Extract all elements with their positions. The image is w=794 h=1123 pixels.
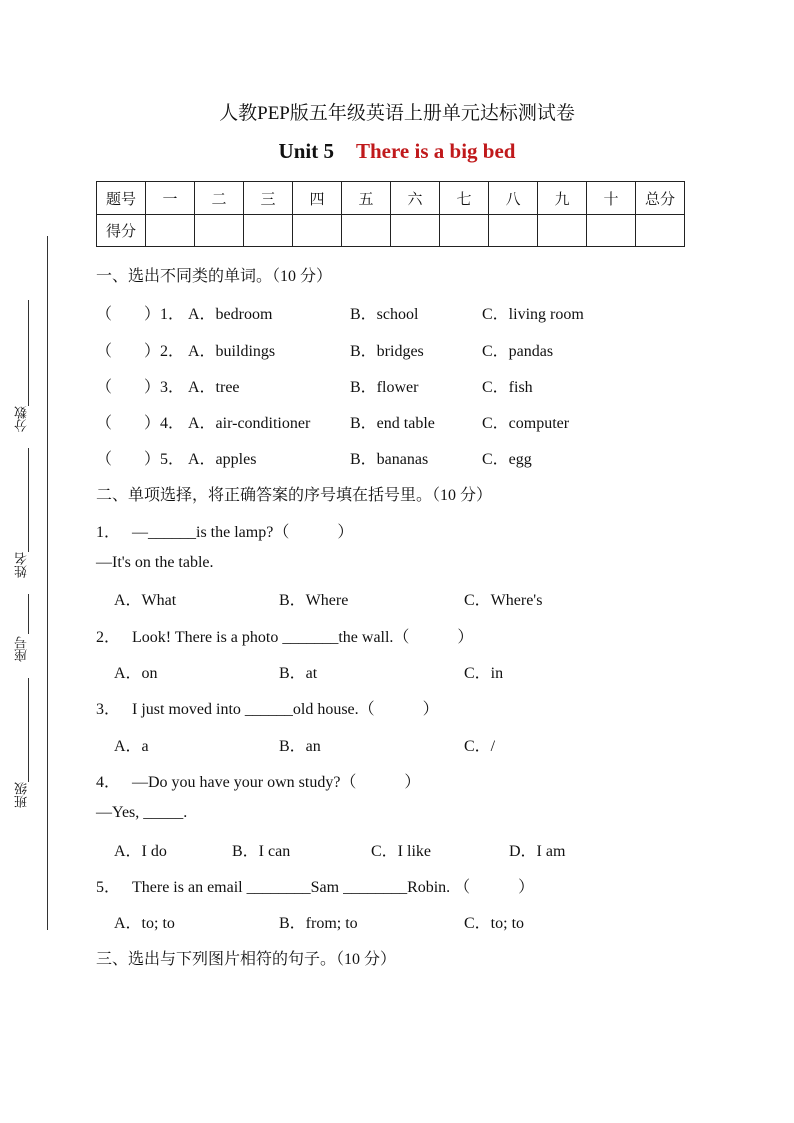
- exam-title: 人教PEP版五年级英语上册单元达标测试卷: [219, 103, 575, 124]
- answer-paren[interactable]: （ ）: [96, 306, 161, 323]
- score-table-cell: 六: [391, 182, 440, 215]
- question-text: I just moved into ______old house.（ ）: [132, 701, 439, 718]
- question-reply: —It's on the table.: [96, 554, 214, 571]
- score-table-cell: 得分: [97, 215, 146, 247]
- score-blank-cell[interactable]: [440, 215, 489, 247]
- option-a: A．I do: [114, 843, 167, 860]
- side-class-label: 班级: [14, 782, 29, 808]
- score-blank-cell[interactable]: [195, 215, 244, 247]
- unit-topic: There is a big bed: [355, 139, 516, 163]
- option-a: A．tree: [188, 379, 240, 396]
- option-c: C．egg: [482, 451, 532, 468]
- option-c: C．computer: [482, 415, 570, 432]
- option-c: C．to; to: [464, 915, 525, 932]
- seat-write-line[interactable]: [28, 594, 29, 634]
- score-blank-cell[interactable]: [587, 215, 636, 247]
- section1-heading: 一、选出不同类的单词。（10 分）: [96, 268, 333, 285]
- side-seat-label: 座号: [14, 636, 29, 662]
- question-number: 1．: [96, 524, 121, 541]
- score-table-cell: 八: [489, 182, 538, 215]
- score-blank-cell[interactable]: [293, 215, 342, 247]
- score-write-line[interactable]: [28, 300, 29, 406]
- option-b: B．from; to: [279, 915, 358, 932]
- score-table-cell: 三: [244, 182, 293, 215]
- option-a: A．buildings: [188, 343, 276, 360]
- question-text: Look! There is a photo _______the wall.（ ）: [132, 629, 474, 646]
- question-number: 5．: [96, 879, 121, 896]
- question-text: —______is the lamp?（ ）: [132, 524, 354, 541]
- score-blank-cell[interactable]: [244, 215, 293, 247]
- score-table-cell: 九: [538, 182, 587, 215]
- option-a: A．on: [114, 665, 158, 682]
- answer-paren[interactable]: （ ）: [96, 451, 161, 468]
- option-a: A．air-conditioner: [188, 415, 311, 432]
- item-number: 5．: [160, 451, 185, 468]
- option-c: C．in: [464, 665, 504, 682]
- option-c: C．I like: [371, 843, 431, 860]
- option-b: B．I can: [232, 843, 291, 860]
- score-table-cell: 五: [342, 182, 391, 215]
- question-reply: —Yes, _____.: [96, 804, 188, 821]
- option-a: A．bedroom: [188, 306, 273, 323]
- option-d: D．I am: [509, 843, 566, 860]
- option-b: B．Where: [279, 592, 349, 609]
- score-table-score-row: [97, 215, 685, 247]
- answer-paren[interactable]: （ ）: [96, 379, 161, 396]
- question-number: 3．: [96, 701, 121, 718]
- score-table-cell: 总分: [636, 182, 685, 215]
- side-name-label: 姓名: [14, 552, 29, 578]
- question-text: There is an email ________Sam ________Robin. （ ）: [132, 879, 535, 896]
- option-b: B．school: [350, 306, 419, 323]
- score-blank-cell[interactable]: [391, 215, 440, 247]
- option-a: A．to; to: [114, 915, 175, 932]
- section2-heading: 二、单项选择，将正确答案的序号填在括号里。（10 分）: [96, 487, 493, 504]
- unit-heading: [0, 139, 794, 164]
- item-number: 2．: [160, 343, 185, 360]
- class-write-line[interactable]: [28, 678, 29, 782]
- option-b: B．end table: [350, 415, 435, 432]
- option-b: B．bridges: [350, 343, 424, 360]
- unit-label: Unit 5: [278, 139, 334, 163]
- option-a: A．a: [114, 738, 149, 755]
- section3-heading: 三、选出与下列图片相符的句子。（10 分）: [96, 951, 397, 968]
- score-blank-cell[interactable]: [342, 215, 391, 247]
- score-table-cell: 一: [146, 182, 195, 215]
- option-a: A．What: [114, 592, 177, 609]
- score-table-cell: 七: [440, 182, 489, 215]
- score-blank-cell[interactable]: [146, 215, 195, 247]
- score-blank-cell[interactable]: [489, 215, 538, 247]
- score-table-cell: 题号: [97, 182, 146, 215]
- option-b: B．bananas: [350, 451, 429, 468]
- side-score-label: 分数: [14, 406, 29, 432]
- option-b: B．at: [279, 665, 318, 682]
- question-number: 4．: [96, 774, 121, 791]
- answer-paren[interactable]: （ ）: [96, 415, 161, 432]
- score-table: [96, 181, 685, 247]
- option-b: B．flower: [350, 379, 419, 396]
- score-blank-cell[interactable]: [538, 215, 587, 247]
- score-table-header-row: [97, 182, 685, 215]
- binding-line: [47, 236, 48, 930]
- option-c: C．fish: [482, 379, 533, 396]
- score-table-cell: 十: [587, 182, 636, 215]
- question-text: —Do you have your own study?（ ）: [132, 774, 421, 791]
- name-write-line[interactable]: [28, 448, 29, 552]
- score-table-cell: 四: [293, 182, 342, 215]
- question-number: 2．: [96, 629, 121, 646]
- item-number: 1．: [160, 306, 185, 323]
- option-c: C．Where's: [464, 592, 543, 609]
- score-table-cell: 二: [195, 182, 244, 215]
- option-a: A．apples: [188, 451, 257, 468]
- option-c: C．/: [464, 738, 496, 755]
- score-blank-cell[interactable]: [636, 215, 685, 247]
- option-b: B．an: [279, 738, 321, 755]
- answer-paren[interactable]: （ ）: [96, 343, 161, 360]
- option-c: C．living room: [482, 306, 584, 323]
- item-number: 3．: [160, 379, 185, 396]
- item-number: 4．: [160, 415, 185, 432]
- option-c: C．pandas: [482, 343, 554, 360]
